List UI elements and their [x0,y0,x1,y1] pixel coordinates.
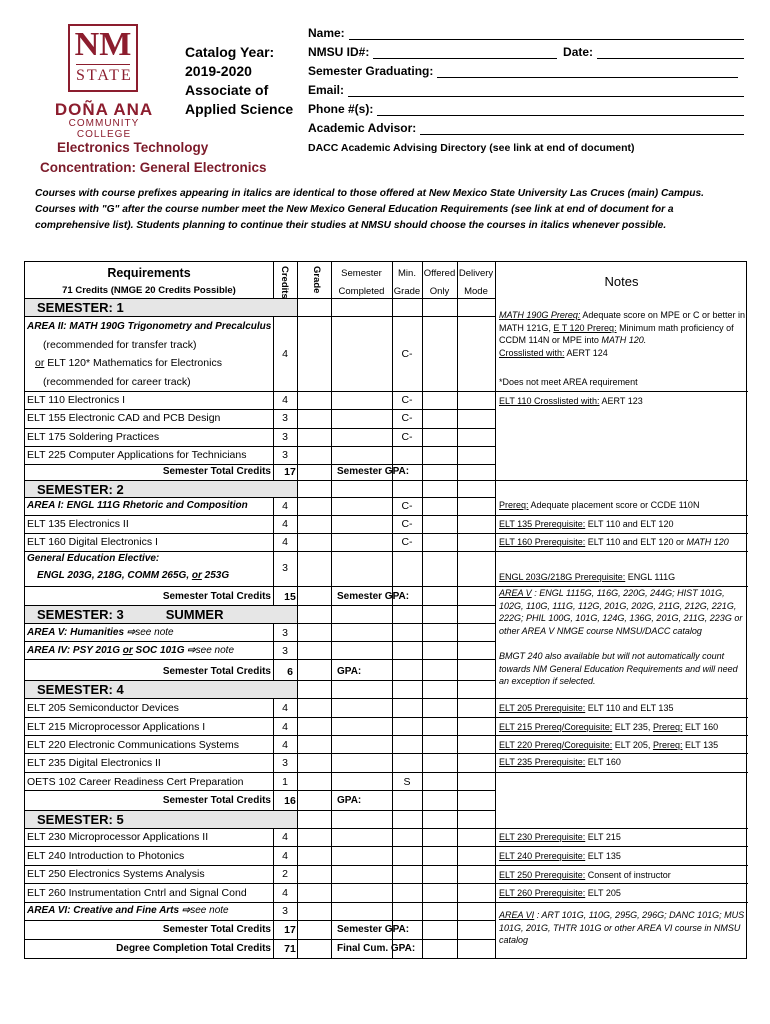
note-elt160-label: ELT 160 Prerequisite: [499,537,586,547]
note-area5 [499,587,745,637]
note-elt220-text2: ELT 135 [682,740,719,750]
note-math [499,309,745,359]
note-elt240-label: ELT 240 Prerequisite: [499,851,586,861]
s5-total-credits: 17 [284,924,296,936]
note-elt215-text2: ELT 160 [682,722,719,732]
gened-credits: 3 [282,562,288,574]
note-elt205 [499,702,745,715]
note-prereq-label: Prereq: [499,500,529,510]
elt135-credits: 4 [282,518,288,530]
credits-total-header: 71 Credits (NMGE 20 Credits Possible) [62,285,236,296]
notes-header: Notes [604,274,639,289]
completed-header: Completed [338,286,385,297]
logo-community-college [44,118,164,140]
note-elt230-text: ELT 215 [585,832,621,842]
transfer-track-note: (recommended for transfer track) [43,339,197,351]
catalog-year: 2019-2020 [185,63,252,79]
degree-plan-table [24,261,747,959]
elt155-course: ELT 155 Electronic CAD and PCB Design [27,412,221,424]
note-elt215-text: ELT 235, [612,722,653,732]
note-area-requirement: *Does not meet AREA requirement [499,377,638,387]
note-elt110-text: AERT 123 [599,396,643,406]
note-engl203-label: ENGL 203G/218G Prerequisite: [499,572,626,582]
elt220-course: ELT 220 Electronic Communications Systems [27,739,240,751]
elt160-grade: C- [401,536,413,548]
semester-3-header [25,606,297,623]
s3-total-label: Semester Total Credits [162,666,271,677]
area1-course: AREA I: ENGL 111G Rhetoric and Composition [27,500,248,511]
note-elt160 [499,536,745,549]
note-area5-text: : ENGL 1115G, 116G, 220G, 244G; HIST 101G, 102G, 110G, 111G, 112G, 201G, 202G, 211G, 212G, 221G, 222G; PHIL 100G, 101G, 124G, 136G, 201G, 211G, 223G or other AREA V NMGE course NMSU/DACC catalog [499,588,743,636]
or-text: or [35,357,45,369]
s1-total-credits: 17 [284,466,296,478]
area6-course [27,905,229,916]
note-engl111 [499,499,745,512]
only-header: Only [429,286,450,297]
area4-label-c: SOC 101G [132,645,188,656]
elt230-credits: 4 [282,831,288,843]
note-math-text1: Adequate score on MPE or C or better in MATH 121G, [499,310,745,333]
id-date-row [308,43,744,59]
note-elt160-text: ELT 110 and ELT 120 or [585,537,687,547]
min-header: Min. [398,268,416,279]
elt155-grade: C- [401,412,413,424]
note-elt135-text: ELT 110 and ELT 120 [585,519,674,529]
elt135-course: ELT 135 Electronics II [27,518,129,530]
note-elt215-label: ELT 215 Prereq/Corequisite: [499,722,613,732]
mode-header: Mode [464,286,488,297]
elt220-credits: 4 [282,739,288,751]
note-elt230-label: ELT 230 Prerequisite: [499,832,586,842]
note-elt250 [499,869,745,882]
nmsu-id-field[interactable] [373,46,557,59]
elt225-credits: 3 [282,449,288,461]
elt120-course: ELT 120* Mathematics for Electronics [44,357,222,369]
date-field[interactable] [597,46,744,59]
note-elt235 [499,756,745,769]
elt135-grade: C- [401,518,413,530]
elt120-option [35,357,222,369]
catalog-year-label: Catalog Year: [185,44,275,60]
delivery-header: Delivery [458,268,494,279]
elt225-course: ELT 225 Computer Applications for Technicians [27,449,247,461]
note-elt215 [499,721,745,734]
note-math120: MATH 120. [601,335,647,345]
note-elt260 [499,887,745,900]
note-prereq-text: Adequate placement score or CCDE 110N [528,500,700,510]
s5-total-label: Semester Total Credits [162,924,271,935]
s2-total-credits: 15 [284,591,296,603]
note-elt250-label: ELT 250 Prerequisite: [499,870,586,880]
advisor-label: Academic Advisor: [308,121,417,135]
s3-gpa-label: GPA: [337,666,362,677]
elt240-credits: 4 [282,850,288,862]
note-engl203-text: ENGL 111G [625,572,676,582]
program-title: Electronics Technology [57,140,209,155]
area5-credits: 3 [282,627,288,639]
semester-5-header: SEMESTER: 5 [25,811,297,828]
summer-label: SUMMER [165,607,224,622]
note-area5-label: AREA V [499,588,532,598]
note-elt260-text: ELT 205 [585,888,621,898]
arrow-right-icon: ⇨ [187,645,196,656]
note-elt215-prereq: Prereq: [652,722,683,732]
semester-2-header: SEMESTER: 2 [25,481,297,498]
elt235-course: ELT 235 Digital Electronics II [27,757,161,769]
note-elt205-label: ELT 205 Prerequisite: [499,703,586,713]
area6-see-note: see note [190,905,229,916]
logo-community: COMMUNITY [68,118,140,129]
note-elt135-label: ELT 135 Prerequisite: [499,519,586,529]
note-aert124: AERT 124 [564,347,608,358]
name-label: Name: [308,26,345,40]
logo-dona-ana: DOÑA ANA [54,100,154,119]
gened-or: or [191,570,202,581]
s1-gpa-label: Semester GPA: [337,466,410,477]
note-math-prereq: MATH 190G Prereq: [499,310,581,320]
elt110-credits: 4 [282,394,288,406]
degree-total-label: Degree Completion Total Credits [116,943,271,954]
semester-graduating-label: Semester Graduating: [308,64,434,78]
name-field[interactable] [308,24,744,40]
elt250-credits: 2 [282,868,288,880]
area4-or: or [122,645,133,656]
elt235-credits: 3 [282,757,288,769]
phone-field[interactable] [308,100,744,116]
note-elt110-label: ELT 110 Crosslisted with: [499,396,600,406]
degree-total-credits: 71 [284,943,296,955]
note-elt260-label: ELT 260 Prerequisite: [499,888,586,898]
gened-options-c: 253G [201,570,230,581]
area4-see-note: see note [195,645,235,656]
note-bmgt: BMGT 240 also available but will not automatically count towards NM General Education Requirements and will need an exception if selected. [499,651,738,686]
phone-label: Phone #(s): [308,102,374,116]
area6-credits: 3 [282,905,288,917]
logo-college: COLLEGE [76,129,132,140]
semester-4-header: SEMESTER: 4 [25,681,297,698]
intro-paragraph: Courses with course prefixes appearing in italics are identical to those offered at New Mexico State University Las Cruces (main) Campus. Courses with "G" after the course number meet the New Mexico General Education Requirements (see link at end of document for a comprehensive list). Students planning to continue their studies at NMSU should choose the courses in italics whenever possible. [35,188,704,231]
semester-graduating-field[interactable] [308,62,738,78]
elt260-credits: 4 [282,887,288,899]
elt215-course: ELT 215 Microprocessor Applications I [27,721,206,733]
requirements-header: Requirements [107,266,191,280]
grade-header: Grade [311,266,322,294]
area2-course: AREA II: MATH 190G Trigonometry and Precalculus [27,321,272,332]
s3-total-credits: 6 [287,666,293,678]
semester-1-header: SEMESTER: 1 [25,299,297,316]
elt175-credits: 3 [282,431,288,443]
area5-course [27,627,174,638]
s4-total-label: Semester Total Credits [162,795,271,806]
gened-label: General Education Elective: [27,553,160,564]
area1-credits: 4 [282,500,288,512]
email-field[interactable] [308,81,744,97]
elt205-credits: 4 [282,702,288,714]
oets-course: OETS 102 Career Readiness Cert Preparation [27,776,244,788]
s5-gpa-label: Semester GPA: [337,924,410,935]
note-math-text2: Minimum math proficiency of CCDM 114N or MPE into [499,322,734,345]
oets-credits: 1 [282,776,288,788]
advising-directory-link[interactable]: DACC Academic Advising Directory (see link at end of document) [308,142,635,154]
note-elt135 [499,518,745,531]
logo-nm: NM [74,26,132,63]
area5-label: AREA V: Humanities [27,627,127,638]
area4-course [27,645,234,656]
oets-offered: S [403,776,411,788]
area1-grade: C- [401,500,413,512]
note-crosslisted: Crosslisted with: [499,347,565,358]
elt260-course: ELT 260 Instrumentation Cntrl and Signal Cond [27,887,247,899]
career-track-note: (recommended for career track) [43,376,191,388]
elt240-course: ELT 240 Introduction to Photonics [27,850,185,862]
note-area6-text: : ART 101G, 110G, 295G, 296G; DANC 101G; MUS 101G, 201G, THTR 101G or other AREA VI course in NMSU catalog [499,910,745,945]
degree-line1: Associate of [185,82,269,98]
min-grade-header: Grade [393,286,421,297]
note-area6 [499,909,745,947]
note-elt235-text: ELT 160 [585,757,621,767]
note-elt220 [499,739,745,752]
area4-label-a: AREA IV: PSY 201G [27,645,123,656]
nmsu-id-label: NMSU ID#: [308,45,370,59]
note-elt220-prereq: Prereq: [652,740,683,750]
note-engl203 [499,571,745,584]
gened-options [37,570,229,581]
offered-header: Offered [423,268,456,279]
note-elt205-text: ELT 110 and ELT 135 [585,703,674,713]
date-label: Date: [563,45,594,59]
note-et120-prereq: E T 120 Prereq: [553,322,617,333]
s2-total-label: Semester Total Credits [162,591,271,602]
degree-line2: Applied Science [185,101,294,117]
logo-state: STATE [76,64,130,87]
advisor-field[interactable] [308,119,744,135]
nmsu-logo [68,24,138,92]
area4-credits: 3 [282,645,288,657]
note-area6-label: AREA VI [499,910,535,920]
concentration-title: Concentration: General Electronics [40,160,267,175]
note-elt220-text: ELT 205, [612,740,653,750]
note-elt240-text: ELT 135 [585,851,621,861]
arrow-right-icon: ⇨ [126,627,136,638]
gened-options-a: ENGL 203G, 218G, COMM 265G, [37,570,192,581]
note-elt235-label: ELT 235 Prerequisite: [499,757,586,767]
note-elt220-label: ELT 220 Prereq/Corequisite: [499,740,613,750]
semester-header: Semester [341,268,382,279]
note-elt230 [499,831,745,844]
elt110-course: ELT 110 Electronics I [27,394,126,406]
elt155-credits: 3 [282,412,288,424]
elt205-course: ELT 205 Semiconductor Devices [27,702,179,714]
s2-gpa-label: Semester GPA: [337,591,410,602]
email-label: Email: [308,83,345,97]
note-elt250-text: Consent of instructor [585,870,671,880]
elt175-course: ELT 175 Soldering Practices [27,431,160,443]
elt175-grade: C- [401,431,413,443]
area6-label: AREA VI: Creative and Fine Arts [27,905,182,916]
elt230-course: ELT 230 Microprocessor Applications II [27,831,209,843]
s4-total-credits: 16 [284,795,296,807]
arrow-right-icon: ⇨ [181,905,191,916]
elt215-credits: 4 [282,721,288,733]
elt160-course: ELT 160 Digital Electronics I [27,536,158,548]
note-elt240 [499,850,745,863]
s1-total-label: Semester Total Credits [162,466,271,477]
elt160-credits: 4 [282,536,288,548]
semester-3-label: SEMESTER: 3 [37,607,124,622]
credits-header: Credits [279,266,290,299]
note-elt160-math: MATH 120 [686,537,729,547]
area5-see-note: see note [135,627,174,638]
elt110-grade: C- [401,394,413,406]
area2-credits: 4 [282,348,288,360]
elt250-course: ELT 250 Electronics Systems Analysis [27,868,205,880]
final-gpa-label: Final Cum. GPA: [337,943,416,954]
area2-grade: C- [401,348,413,360]
s4-gpa-label: GPA: [337,795,362,806]
note-elt110 [499,395,745,408]
